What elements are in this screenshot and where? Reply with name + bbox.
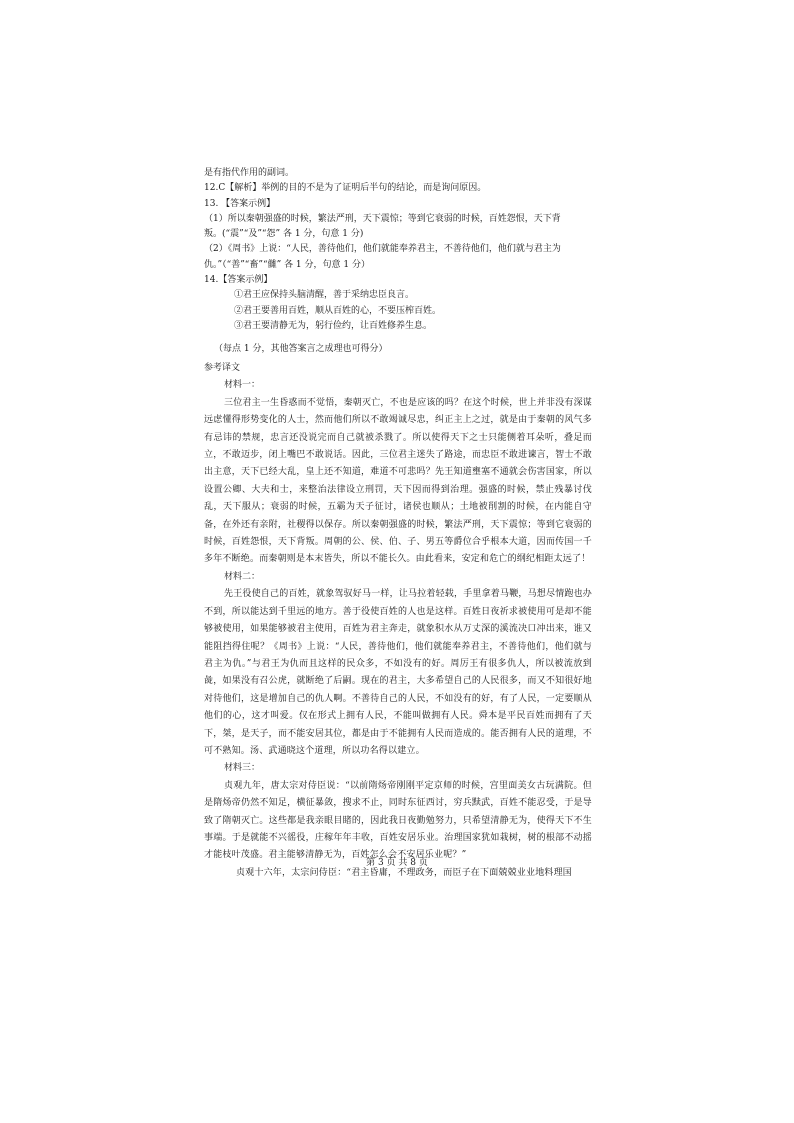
q14-point-1: ①君王应保持头脑清醒，善于采纳忠臣良言。 [234,290,415,301]
page-number: 第 3 页 共 8 页 [366,858,428,868]
q13-answer-1a: （1）所以秦朝强盛的时候，繁法严刑，天下震惊；等到它衰弱的时候，百姓怨恨，天下背 [204,213,561,224]
answer-section [204,166,604,358]
q13-answer-2b: 仇。”（“善”“畜”“雠” 各 1 分，句意 1 分） [204,259,370,270]
reference-translation [204,360,592,882]
spacer [204,334,604,342]
answer-line: 是有指代作用的副词。 [204,168,295,178]
material-1-label: 材料一： [224,380,261,391]
material-2-text: 先王役使自己的百姓，就象驾驭好马一样，让马拉着轻载，手里拿着马鞭，马想尽情跑也办不到，所以能达到千里远的地方。善于役使百姓的人也是这样。百姓日夜祈求被使用可是却不能够被使用，如果能够被君主使用，百姓为君主奔走，就象积水从万丈深的溪流决口冲出来，谁又能阻挡得住呢？《周书》上说：“人民，善待他们，他们就能奉养君主，不善待他们，他们就与君主为仇。”与君王为仇而且这样的民众多，不如没有的好。周厉王有很多仇人，所以被流放到彘，如果没有召公虎，就断绝了后嗣。现在的君主，大多希望自己的人民很多，而又不知很好地对待他们，这是增加自己的仇人啊。不善待自己的人民，不如没有的好，有了人民，一定要顺从他们的心，这才叫爱。仅在形式上拥有人民，不能叫做拥有人民。舜本是平民百姓而拥有了天下，桀，是天子，而不能安居其位，都是由于不能拥有人民而造成的。能否拥有人民的道理，不可不熟知。汤、武通晓这个道理，所以功名得以建立。 [204,589,593,756]
q13-heading: 13. 【答案示例】 [204,198,276,209]
q13-answer-2a: （2）《周书》上说：“人民，善待他们，他们就能奉养君主，不善待他们，他们就与君主为 [204,244,561,255]
material-3-label: 材料三： [224,763,261,774]
q14-scoring-note: （每点 1 分，其他答案言之成理也可得分） [214,344,388,355]
q14-heading: 14.【答案示例】 [204,275,273,286]
material-3-text-continued: 贞观十六年，太宗问侍臣：“君主昏庸，不理政务，而臣子在下面兢兢业业地料理国 [236,867,573,878]
material-1-text: 三位君主一生昏惑而不觉悟，秦朝灭亡，不也是应该的吗？在这个时候，世上并非没有深谋远虑懂得形势变化的人士，然而他们所以不敢竭诚尽忠，纠正主上之过，就是由于秦朝的风气多有忌讳的禁规，忠言还没说完而自己就被杀戮了。所以使得天下之士只能侧着耳朵听，叠足而立，不敢迈步，闭上嘴巴不敢说话。因此，三位君主迷失了路途，而忠臣不敢进谏言，智士不敢出主意，天下已经大乱，皇上还不知道，难道不可悲吗？先王知道壅塞不通就会伤害国家，所以设置公卿、大夫和士，来整治法律设立刑罚，天下因而得到治理。强盛的时候，禁止残暴讨伐乱，天下服从；衰弱的时候，五霸为天子征讨，诸侯也顺从；土地被削割的时候，在内能自守备，在外还有亲附，社稷得以保存。所以秦朝强盛的时候，繁法严刑，天下震惊；等到它衰弱的时候，百姓怨恨，天下背叛。周朝的公、侯、伯、子、男五等爵位合乎根本大道，因而传国一千多年不断绝。而秦朝则是本末皆失，所以不能长久。由此看来，安定和危亡的纲纪相距太远了！ [204,397,593,565]
q13-answer-1b: 叛。(“震”“及”“怨” 各 1 分，句意 1 分) [204,229,364,240]
q14-point-3: ③君王要清静无为，躬行俭约，让百姓修养生息。 [234,320,433,331]
q12-answer: 12.C【解析】举例的目的不是为了证明后半句的结论，而是询问原因。 [204,183,487,194]
material-2-label: 材料二： [224,571,261,582]
material-3-text: 贞观九年，唐太宗对侍臣说：“以前隋炀帝刚刚平定京师的时候，宫里面美女古玩满院。但是隋炀帝仍然不知足，横征暴敛，搜求不止，同时东征西讨，穷兵黩武，百姓不能忍受，于是导致了隋朝灭亡。这些都是我亲眼目睹的，因此我日夜勤勉努力，只希望清静无为，使得天下不生事端。于是就能不兴徭役，庄稼年年丰收，百姓安居乐业。治理国家犹如栽树，树的根部不动摇才能枝叶茂盛。君主能够清静无为，百姓怎么会不安居乐业呢？” [204,780,592,861]
section-title: 参考译文 [204,363,241,373]
q14-point-2: ②君王要善用百姓，顺从百姓的心，不要压榨百姓。 [234,305,442,316]
